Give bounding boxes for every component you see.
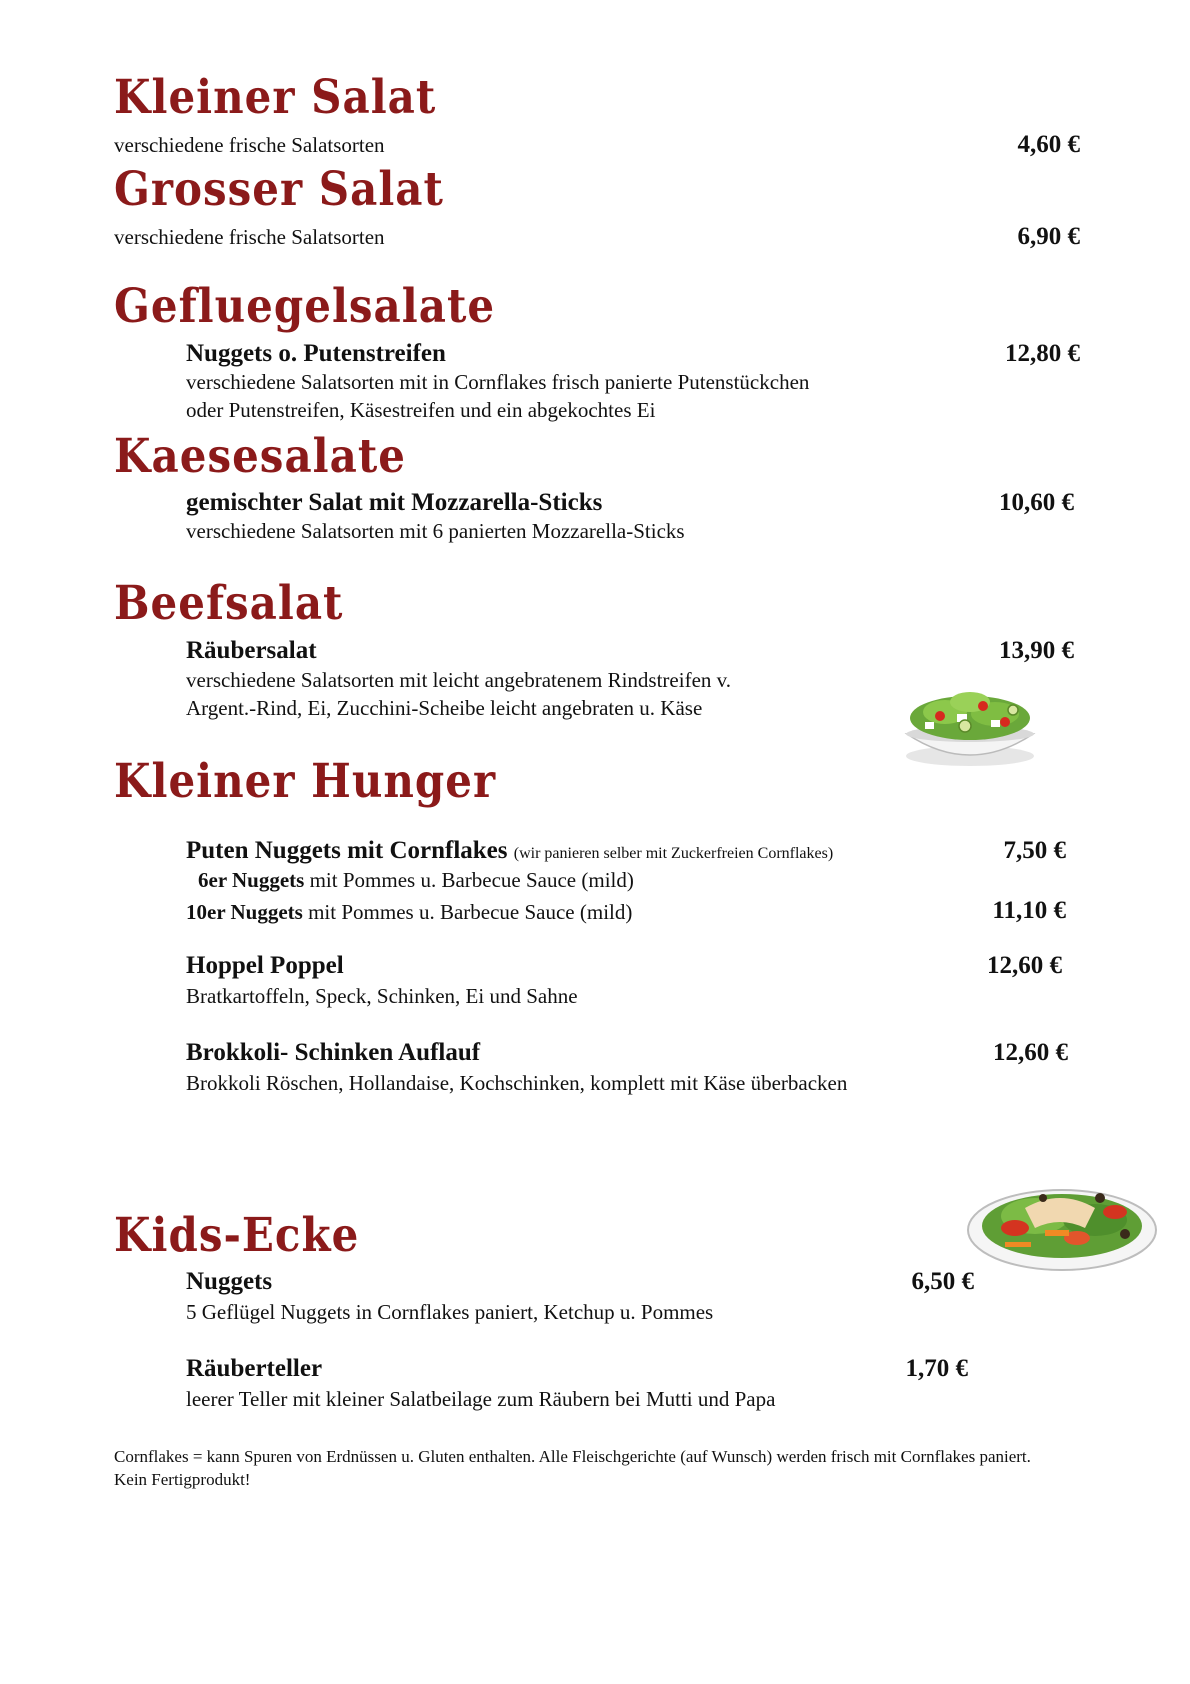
kids-raeuberteller-price: 1,70 €: [905, 1355, 968, 1382]
brokkoli-desc: Brokkoli Röschen, Hollandaise, Kochschinken, komplett mit Käse überbacken: [186, 1071, 848, 1095]
hoppel-price: 12,60 €: [987, 952, 1062, 979]
heading-beefsalat: Beefsalat: [114, 575, 344, 631]
hunger-nuggets-title: [186, 836, 833, 866]
beef-item-price: 13,90 €: [999, 637, 1074, 664]
kleiner-salat-desc: verschiedene frische Salatsorten: [114, 133, 385, 157]
kids-nuggets-title: Nuggets: [186, 1268, 273, 1295]
option-6er-desc: mit Pommes u. Barbecue Sauce (mild): [309, 868, 634, 892]
heading-grosser-salat: Grosser Salat: [114, 161, 444, 217]
hunger-nuggets-title-text: Puten Nuggets mit Cornflakes: [186, 837, 508, 864]
gefluegel-item-price: 12,80 €: [1005, 340, 1080, 367]
beef-item-desc-line1: verschiedene Salatsorten mit leicht angebratenem Rindstreifen v.: [186, 668, 732, 692]
heading-kids-ecke: Kids-Ecke: [114, 1207, 360, 1263]
hunger-nuggets-price: 7,50 €: [1003, 837, 1066, 864]
hoppel-desc: Bratkartoffeln, Speck, Schinken, Ei und Sahne: [186, 984, 578, 1008]
kids-raeuberteller-title: Räuberteller: [186, 1355, 323, 1382]
hunger-nuggets-option-6er: [198, 868, 634, 893]
gefluegel-item-title: Nuggets o. Putenstreifen: [186, 340, 446, 367]
heading-kleiner-salat: Kleiner Salat: [114, 69, 437, 125]
salad-plate-image: [965, 1168, 1160, 1278]
gefluegel-item-desc-line2: oder Putenstreifen, Käsestreifen und ein abgekochtes Ei: [186, 398, 656, 422]
gefluegel-item-desc-line1: verschiedene Salatsorten mit in Cornflakes frisch panierte Putenstückchen: [186, 370, 810, 394]
option-6er-label: 6er Nuggets: [198, 868, 305, 892]
kaese-item-title: gemischter Salat mit Mozzarella-Sticks: [186, 489, 603, 516]
kids-raeuberteller-desc: leerer Teller mit kleiner Salatbeilage zum Räubern bei Mutti und Papa: [186, 1387, 776, 1411]
hunger-nuggets-note: (wir panieren selber mit Zuckerfreien Cornflakes): [513, 845, 834, 862]
kaese-item-price: 10,60 €: [999, 489, 1074, 516]
hunger-nuggets-option-10er-price: 11,10 €: [992, 897, 1066, 924]
option-10er-desc: mit Pommes u. Barbecue Sauce (mild): [308, 900, 633, 924]
heading-kleiner-hunger: Kleiner Hunger: [114, 753, 497, 809]
option-10er-label: 10er Nuggets: [186, 900, 303, 924]
kleiner-salat-price: 4,60 €: [1017, 131, 1080, 158]
grosser-salat-desc: verschiedene frische Salatsorten: [114, 225, 385, 249]
heading-kaesesalate: Kaesesalate: [114, 428, 406, 484]
footnote: Cornflakes = kann Spuren von Erdnüssen u. Gluten enthalten. Alle Fleischgerichte (auf Wunsch) werden frisch mit Cornflakes paniert. Kein Fertigprodukt!: [114, 1447, 1031, 1489]
brokkoli-price: 12,60 €: [993, 1039, 1068, 1066]
salad-bowl-image: [895, 676, 1045, 776]
heading-gefluegelsalate: Gefluegelsalate: [114, 278, 496, 334]
hunger-nuggets-option-10er: [186, 900, 632, 925]
hoppel-title: Hoppel Poppel: [186, 952, 344, 979]
beef-item-desc-line2: Argent.-Rind, Ei, Zucchini-Scheibe leicht angebraten u. Käse: [186, 696, 703, 720]
beef-item-title: Räubersalat: [186, 637, 317, 664]
kids-nuggets-desc: 5 Geflügel Nuggets in Cornflakes paniert, Ketchup u. Pommes: [186, 1300, 714, 1324]
kids-nuggets-price: 6,50 €: [911, 1268, 974, 1295]
grosser-salat-price: 6,90 €: [1017, 223, 1080, 250]
brokkoli-title: Brokkoli- Schinken Auflauf: [186, 1039, 481, 1066]
kaese-item-desc: verschiedene Salatsorten mit 6 panierten Mozzarella-Sticks: [186, 519, 685, 543]
